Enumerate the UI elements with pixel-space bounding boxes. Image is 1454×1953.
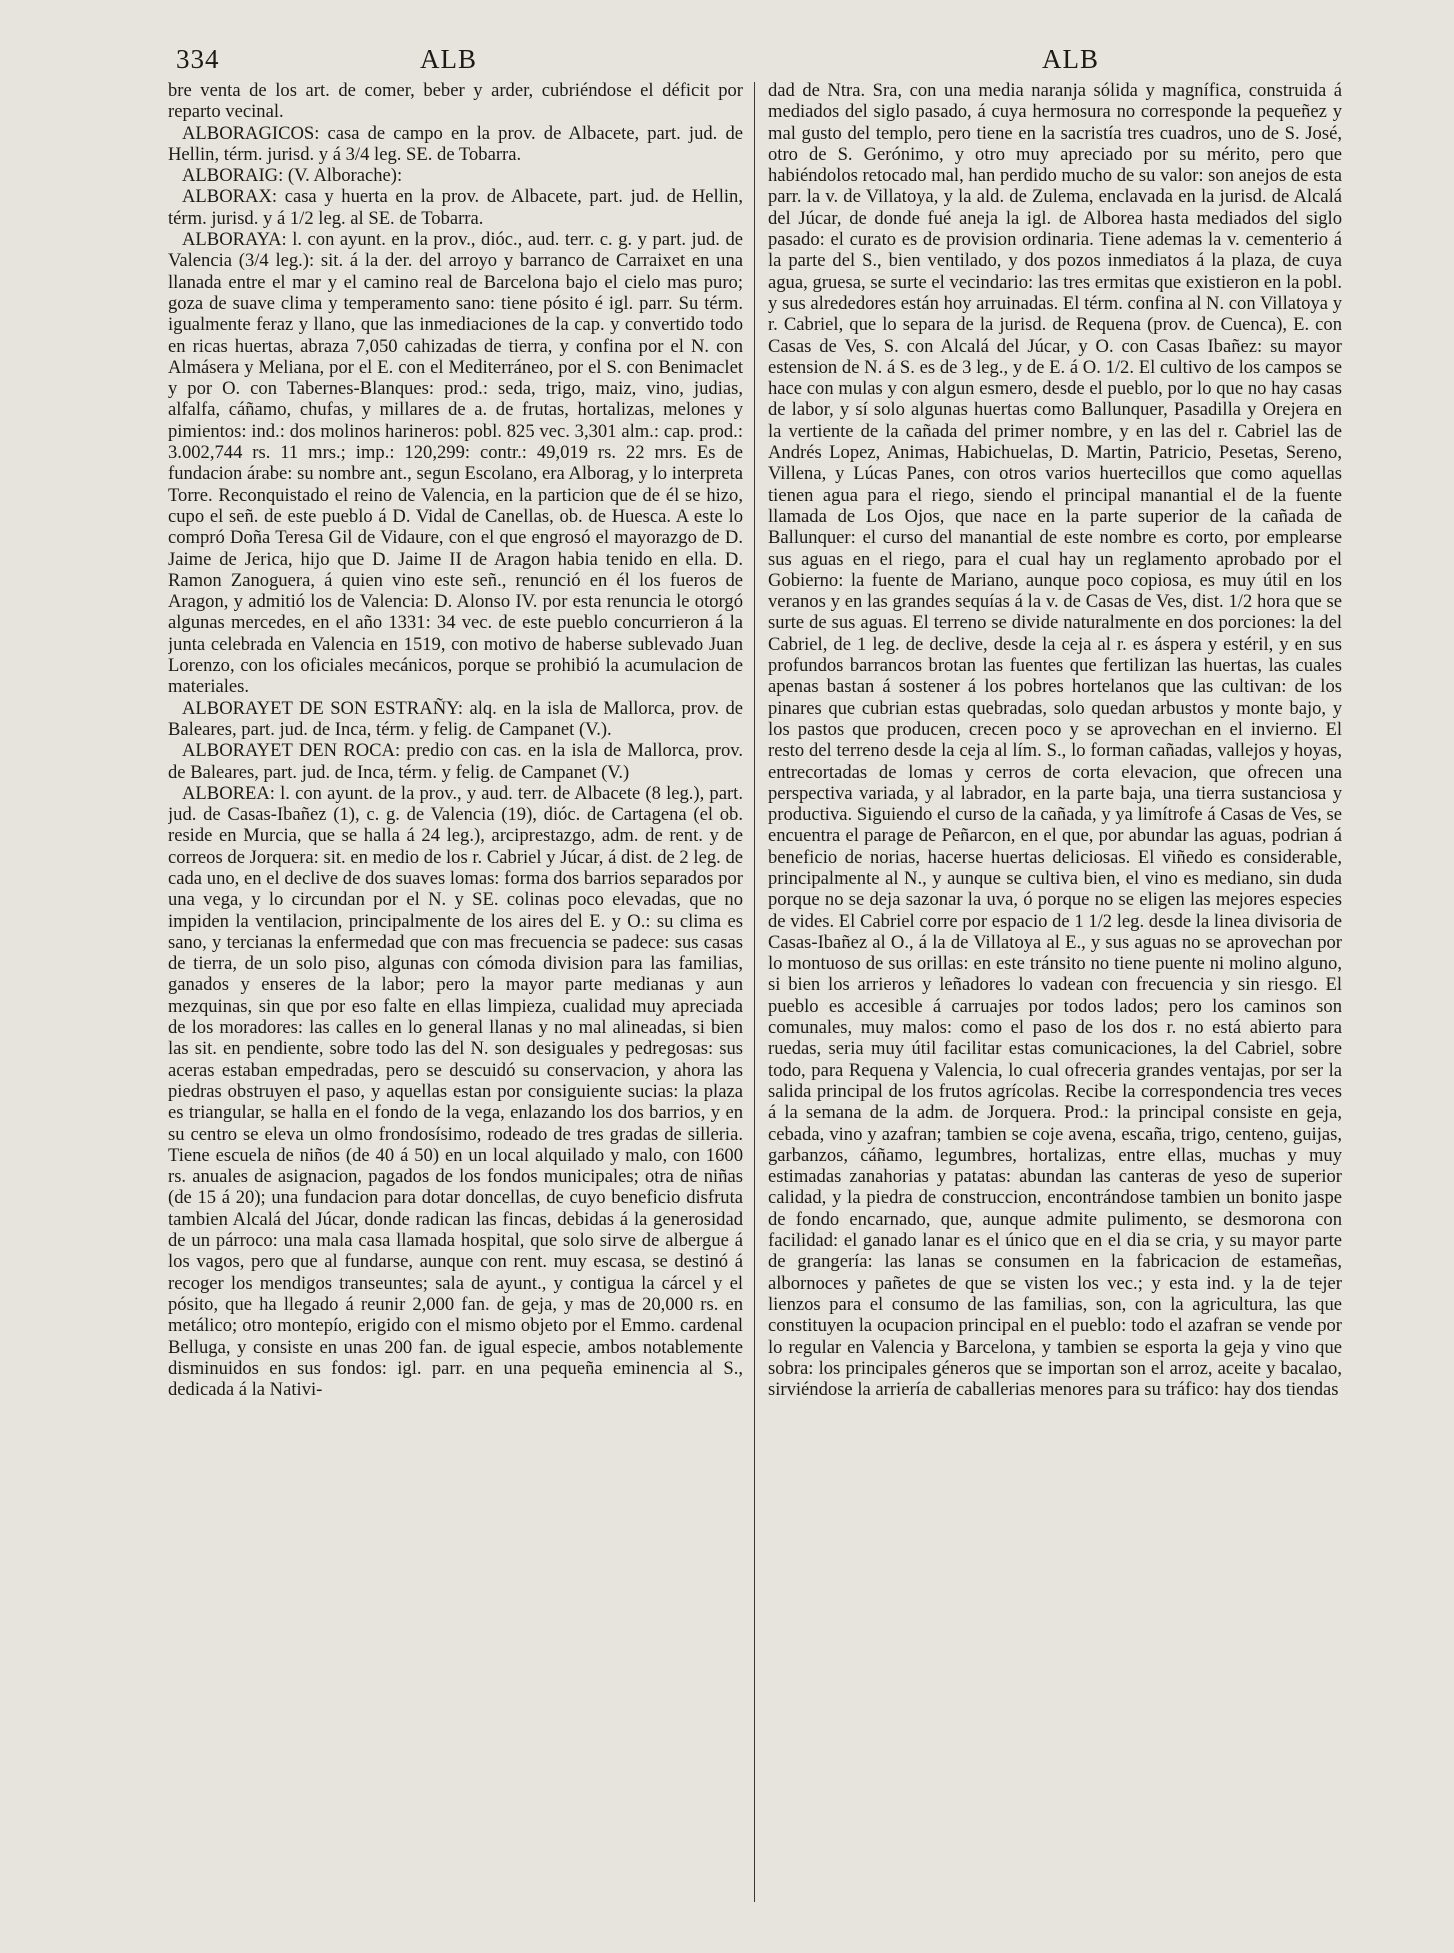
entry-alboraig: ALBORAIG: (V. Alborache): [182,165,403,187]
column-divider [754,82,755,1902]
left-column [168,80,743,1940]
entry-alborayet-den-roca: ALBORAYET DEN ROCA: predio con cas. en la isla de Mallorca, prov. de Baleares, part. jud. de Inca, térm. y felig. de Campanet (V.) [168,740,743,783]
page-header [0,40,1454,80]
page-number: 334 [176,44,220,74]
left-running-head: ALB [420,44,477,74]
entry-alboragicos: ALBORAGICOS: casa de campo en la prov. de Albacete, part. jud. de Hellin, térm. jurisd. y á 3/4 leg. SE. de Tobarra. [168,122,743,165]
entry-alboraya: ALBORAYA: l. con ayunt. en la prov., dióc., aud. terr. c. g. y part. jud. de Valencia (3/4 leg.): sit. á la der. del arroyo y barranco de Carraixet en una llanada entre el mar y el camino real de Barcelona bajo el cielo mas puro; goza de suave clima y temperamento sano: tiene pósito é igl. parr. Su térm. igualmente feraz y llano, que las inmediaciones de la cap. y convertido todo en ricas huertas, abraza 7,050 cahizadas de tierra, y confina por el N. con Almásera y Meliana, por el E. con el Mediterráneo, por el S. con Benimaclet y por O. con Tabernes-Blanques: prod.: seda, trigo, maiz, vino, judias, alfalfa, cáñamo, chufas, y millares de a. de frutas, hortalizas, melones y pimientos: ind.: dos molinos harineros: pobl. 825 vec. 3,301 alm.: cap. prod.: 3.002,744 rs. 11 mrs.; imp.: 120,299: contr.: 49,019 rs. 22 mrs. Es de fundacion árabe: su nombre ant., segun Escolano, era Alborag, y lo interpreta Torre. Reconquistado el reino de Valencia, en la particion que de él se hizo, cupo el señ. de este pueblo á D. Vidal de Canellas, ob. de Huesca. A este lo compró Doña Teresa Gil de Vidaure, con el que engrosó el mayorazgo de D. Jaime de Jerica, hijo que D. Jaime II de Aragon habia tenido en ella. D. Ramon Zanoguera, á quien vino este señ., renunció en él los fueros de Aragon, y admitió los de Valencia: D. Alonso IV. por esta renuncia le otorgó algunas mercedes, en el año 1331: 34 vec. de este pueblo concurrieron á la junta celebrada en Valencia en 1519, con motivo de haberse sublevado Juan Lorenzo, con los oficiales mecánicos, porque se prohibió la acumulacion de materiales. [168,229,743,698]
entry-continuation: bre venta de los art. de comer, beber y arder, cubriéndose el déficit por reparto vecinal. [168,80,743,123]
entry-alborax: ALBORAX: casa y huerta en la prov. de Albacete, part. jud. de Hellin, térm. jurisd. y á 1/2 leg. al SE. de Tobarra. [168,186,743,229]
entry-alborea-continued: dad de Ntra. Sra, con una media naranja sólida y magnífica, construida á mediados del siglo pasado, á cuya hermosura no corresponde la pequeñez y mal gusto del templo, pero tiene en la sacristía tres cuadros, uno de S. José, otro de S. Gerónimo, y otro muy apreciado por su mérito, pero que habiéndolos retocado mal, han perdido mucho de su valor: son anejos de esta parr. la v. de Villatoya, y la ald. de Zulema, enclavada en la jurisd. de Alcalá del Júcar, de donde fué aneja la igl. de Alborea hasta mediados del siglo pasado: el curato es de provision ordinaria. Tiene ademas la v. cementerio á la parte del S., bien ventilado, y dos pozos inmediatos á la plaza, de cuya agua, gruesa, se surte el vecindario: las tres ermitas que existieron en la pobl. y sus alrededores están hoy arruinadas. El térm. confina al N. con Villatoya y r. Cabriel, que lo separa de la jurisd. de Requena (prov. de Cuenca), E. con Casas de Ves, S. con Alcalá del Júcar, y O. con Casas Ibañez: su mayor estension de N. á S. es de 3 leg., y de E. á O. 1/2. El cultivo de los campos se hace con mulas y con algun esmero, desde el pueblo, por lo que no hay casas de labor, y sí solo algunas huertas como Ballunquer, Pasadilla y Orejera en la vertiente de la cañada del primer nombre, y en las del r. Cabriel las de Andrés Lopez, Animas, Habichuelas, D. Martin, Patricio, Pesetas, Sereno, Villena, y Lúcas Panes, con otros varios huertecillos que como aquellas tienen agua para el riego, siendo el principal manantial el de la fuente llamada de Los Ojos, que nace en la parte superior de la cañada de Ballunquer: el curso del manantial de este nombre es corto, por emplearse sus aguas en el riego, para el cual hay un reglamento aprobado por el Gobierno: la fuente de Mariano, aunque poco copiosa, es muy útil en los veranos y en las grandes sequías á la v. de Casas de Ves, dist. 1/2 hora que se surte de sus aguas. El terreno se divide naturalmente en dos porciones: la del Cabriel, de 1 leg. de declive, desde la ceja al r. es áspera y estéril, y en sus profundos barrancos brotan las fuentes que fertilizan las huertas, las cuales apenas bastan á sostener á los pobres hortelanos que las cultivan: de los pinares que cubrian estas quebradas, solo quedan arbustos y monte bajo, y los pastos que producen, crecen poco y se aprovechan en el invierno. El resto del terreno desde la ceja al lím. S., lo forman cañadas, vallejos y hoyas, entrecortadas de lomas y cerros de corta elevacion, que ofrecen una perspectiva variada, y al labrador, en la parte baja, una tierra sustanciosa y productiva. Siguiendo el curso de la cañada, y ya limítrofe á Casas de Ves, se encuentra el parage de Peñarcon, en el que, por abundar las aguas, podrian á beneficio de norias, hacerse huertas deliciosas. El viñedo es considerable, principalmente al N., y aunque se cultiva bien, el vino es mediano, sin duda porque no se deja sazonar la uva, ó porque no se eligen las mejores especies de vides. El Cabriel corre por espacio de 1 1/2 leg. desde la linea divisoria de Casas-Ibañez al O., á la de Villatoya al E., y sus aguas no se aprovechan por lo montuoso de sus orillas: en este tránsito no tiene puente ni molino alguno, si bien los arrieros y leñadores lo vadean con frecuencia y sin riesgo. El pueblo es accesible á carruajes por todos lados; pero los caminos son comunales, muy malos: como el paso de los dos r. no está abierto para ruedas, seria muy útil facilitar estas comunicaciones, la del Cabriel, sobre todo, para Requena y Valencia, lo cual ofreceria grandes ventajas, por ser la salida principal de los frutos agrícolas. Recibe la correspondencia tres veces á la semana de la adm. de Jorquera. Prod.: la principal consiste en geja, cebada, vino y azafran; tambien se coje avena, escaña, trigo, centeno, guijas, garbanzos, cáñamo, legumbres, hortalizas, entre ellas, muchas y muy estimadas zanahorias y patatas: abundan las canteras de yeso de superior calidad, y la piedra de construccion, encontrándose tambien un bonito jaspe de fondo encarnado, que, aunque admite pulimento, se desmorona con facilidad: el ganado lanar es el único que en el dia se cria, y su mayor parte de grangería: las lanas se consumen en la fabricacion de estameñas, albornoces y pañetes de que se visten los vec.; y esta ind. y la de tejer lienzos para el consumo de las familias, son, con la agricultura, las que constituyen la ocupacion principal en el pueblo: todo el azafran se vende por lo regular en Valencia y Barcelona, y tambien se esporta la geja y vino que sobra: los principales géneros que se importan son el arroz, aceite y bacalao, sirviéndose la arriería de caballerias menores para su tráfico: hay dos tiendas [768,80,1342,1401]
entry-alborea: ALBOREA: l. con ayunt. de la prov., y aud. terr. de Albacete (8 leg.), part. jud. de Casas-Ibañez (1), c. g. de Valencia (19), dióc. de Cartagena (el ob. reside en Murcia, que se halla á 24 leg.), arciprestazgo, adm. de rent. y de correos de Jorquera: sit. en medio de los r. Cabriel y Júcar, á dist. de 2 leg. de cada uno, en el declive de dos suaves lomas: forma dos barrios separados por una vega, y lo circundan por el N. y SE. colinas poco elevadas, que no impiden la ventilacion, principalmente de los aires del E. y O.: su clima es sano, y tercianas la enfermedad que con mas frecuencia se padece: sus casas de tierra, de un solo piso, algunas con cómoda division para las familias, ganados y enseres de la labor; pero la mayor parte medianas y aun mezquinas, sin que por eso falte en ellas limpieza, cualidad muy apreciada de los moradores: las calles en lo general llanas y no mal alineadas, si bien las sit. en pendiente, sobre todo las del N. son desiguales y pedregosas: sus aceras estaban empedradas, pero se descuidó su conservacion, y ahora las piedras obstruyen el paso, y aquellas estan por consiguiente sucias: la plaza es triangular, se halla en el fondo de la vega, enlazando los dos barrios, y en su centro se eleva un olmo frondosísimo, rodeado de tres gradas de silleria. Tiene escuela de niños (de 40 á 50) en un local alquilado y malo, con 1600 rs. anuales de asignacion, pagados de los fondos municipales; otra de niñas (de 15 á 20); una fundacion para dotar doncellas, de cuyo beneficio disfruta tambien Alcalá del Júcar, donde radican las fincas, debidas á la generosidad de un párroco: una mala casa llamada hospital, que solo sirve de albergue á los vagos, pero que al fundarse, aunque con rent. muy escasa, se destinó á recoger los mendigos transeuntes; sala de ayunt., y contigua la cárcel y el pósito, que ha llegado á reunir 2,000 fan. de geja, y mas de 20,000 rs. en metálico; otro montepío, erigido con el mismo objeto por el Emmo. cardenal Belluga, y consiste en unas 200 fan. de igual especie, ambos notablemente disminuidos en sus fondos: igl. parr. en una pequeña eminencia al S., dedicada á la Nativi- [168,782,743,1401]
entry-alborayet-de-son-estrany: ALBORAYET DE SON ESTRAÑY: alq. en la isla de Mallorca, prov. de Baleares, part. jud. de Inca, térm. y felig. de Campanet (V.). [168,697,743,740]
right-column [768,80,1342,1940]
right-running-head: ALB [1042,44,1099,74]
